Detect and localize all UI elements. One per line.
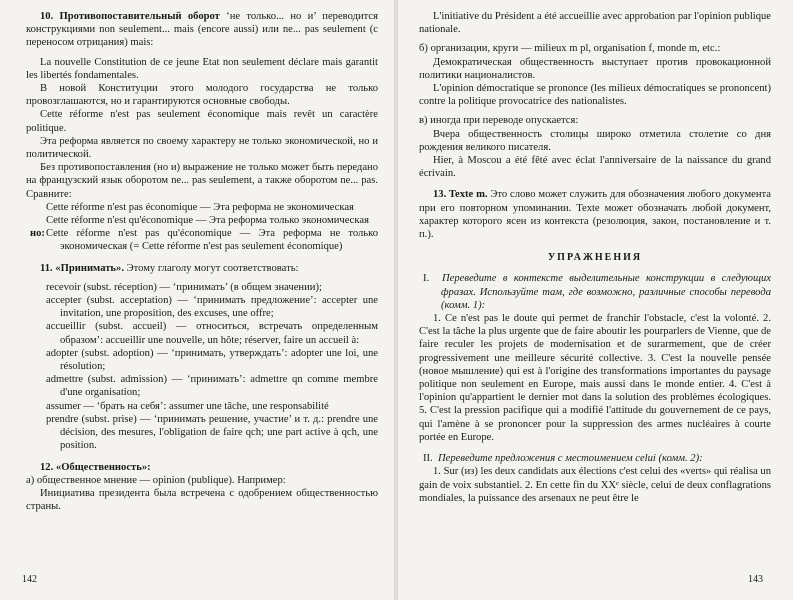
page-number-right: 143 xyxy=(748,573,763,585)
example-ru: В новой Конституции этого молодого государства не только провозглашаются, но и гарантируются основные свободы. xyxy=(26,83,378,108)
verb-item: adopter (subst. adoption) — ‘принимать, утверждать’: adopter une loi, une résolution; xyxy=(46,347,378,373)
example-fr: Hier, à Moscou a été fêté avec éclat l'anniversaire de la naissance du grand écrivain. xyxy=(419,155,771,180)
left-page xyxy=(0,0,396,600)
section-10-heading: 10. Противопоставительный оборот xyxy=(40,11,220,22)
comparison-2: Cette réforme n'est qu'économique — Эта реформа только экономическая xyxy=(46,215,369,227)
verb-item: recevoir (subst. réception) — ‘принимать’ (в общем значении); xyxy=(46,281,322,293)
example-ru: Эта реформа является по своему характеру не только экономической, но и политической. xyxy=(26,135,378,161)
but-marker: но: xyxy=(30,228,45,240)
section-12-b: б) организации, круги — milieux m pl, organisation f, monde m, etc.: xyxy=(419,43,721,55)
section-13: 13. Texte m. Это слово может служить для обозначения любого документа при его повторном упоминании. Texte может обозначать любой документ, характер которого ясен из контекста (резолюция, закон, постановление и т. п.). xyxy=(419,189,771,241)
verb-item: accepter (subst. acceptation) — ‘принимать предложение’: accepter une invitation, une proposition, des excuses, une offre; xyxy=(46,295,378,320)
exercise-2-text: 1. Sur (из) les deux candidats aux élections c'est celui des «verts» qui réalisa un gain de voix substantiel. 2. En cette fin du XXᵉ siècle, celui de deux conflagrations mondiales, la puissance des arsenaux ne peut être le xyxy=(419,466,772,504)
example-fr: L'opinion démocratique se prononce (les milieux démocratiques se prononcent) contre la politique provocatrice des nationalistes. xyxy=(419,83,771,108)
comparison-1: Cette réforme n'est pas économique — Эта реформа не экономическая xyxy=(46,201,354,213)
example-fr: La nouvelle Constitution de ce jeune Etat non seulement déclare mais garantit les libertés fondamentales. xyxy=(26,56,378,81)
example-ru: Вчера общественность столицы широко отметила столетие со дня рождения великого писателя. xyxy=(419,128,771,153)
example-ru: Демократическая общественность выступает против провокационной политики националистов. xyxy=(419,56,771,81)
section-12-heading: 12. «Общественность»: xyxy=(40,461,151,473)
example-fr: L'initiative du Président a été accueillie avec approbation par l'opinion publique nationale. xyxy=(419,11,771,36)
paragraph: Без противопоставления (но и) выражение не только может быть передано на французский язык оборотом ne... pas seulement, а также оборотом ne... pas. Сравните: xyxy=(26,162,378,200)
exercises-caption: УПРАЖНЕНИЯ xyxy=(547,252,643,264)
exercise-1-text: 1. Ce n'est pas le doute qui permet de franchir l'obstacle, c'est la volonté. 2. C'est la tâche la plus urgente que de faire aboutir les pourparlers de Vienne, que de faire reculer les projets de modernisation et de surarmement, que de créer progressivement une meilleure sécurité collective. 3. C'est la nouvelle pensée (новое мышление) qui est à l'origine des transformations importantes du paysage politique non seulement en Europe, mais aussi dans le monde entier. 4. C'est à l'opinion qu'appartient le dernier mot dans la solution des problèmes écologiques. 5. C'est la pression pacifique qui a modifié l'attitude du gouvernement de ce pays, qui l'amène à se prononcer pour la suppression des armes nucléaires à courte portée en Europe. xyxy=(419,313,771,443)
exercise-2-task: II. Переведите предложения с местоимением celui (комм. 2): xyxy=(423,453,703,465)
right-page xyxy=(397,0,793,600)
section-11-intro: 11. «Принимать». Этому глаголу могут соответствовать: xyxy=(40,262,299,274)
comparison-3-row xyxy=(26,227,378,253)
example-ru: Инициатива президента была встречена с одобрением общественностью страны. xyxy=(26,487,378,513)
section-10-intro: 10. Противопоставительный оборот ‘не только... но и’ переводится конструкциями non seulement... mais (encore aussi) или ne... pas seulement (с переносом отрицания) mais: xyxy=(26,11,378,49)
verb-item: prendre (subst. prise) — ‘принимать решение, участие’ и т. д.: prendre une décision, des mesures, l'obligation de faire qch; une part active à qch, une position. xyxy=(46,413,378,452)
exercise-1-task: I. Переведите в контексте выделительные конструкции в следующих фразах. Используйте там, где возможно, различные способы перевода (комм. 1): xyxy=(423,273,771,311)
comparison-3: Cette réforme n'est pas qu'économique — Эта реформа не только экономическая (= Cette réforme n'est pas seulement économique) xyxy=(46,228,378,253)
verb-item: accueillir (subst. accueil) — относиться, встречать определенным образом’: accueillir une nouvelle, un hôte; réserver, faire un accueil à: xyxy=(46,321,378,346)
verb-item: admettre (subst. admission) — ‘принимать’: admettre qn comme membre d'une organisation; xyxy=(46,374,378,399)
section-11-heading: 11. «Принимать». xyxy=(40,262,124,274)
exercise-2-number: II. xyxy=(423,453,433,465)
section-13-heading: 13. Texte m. xyxy=(433,189,488,201)
page-number-left: 142 xyxy=(22,573,37,585)
section-12-c: в) иногда при переводе опускается: xyxy=(419,115,579,127)
example-fr: Cette réforme n'est pas seulement économique mais revêt un caractère politique. xyxy=(26,109,378,134)
exercise-1-number: I. xyxy=(423,273,430,285)
verb-item: assumer — ‘брать на себя’: assumer une tâche, une responsabilité xyxy=(46,400,329,412)
section-12-a: а) общественное мнение — opinion (publique). Например: xyxy=(26,474,286,486)
